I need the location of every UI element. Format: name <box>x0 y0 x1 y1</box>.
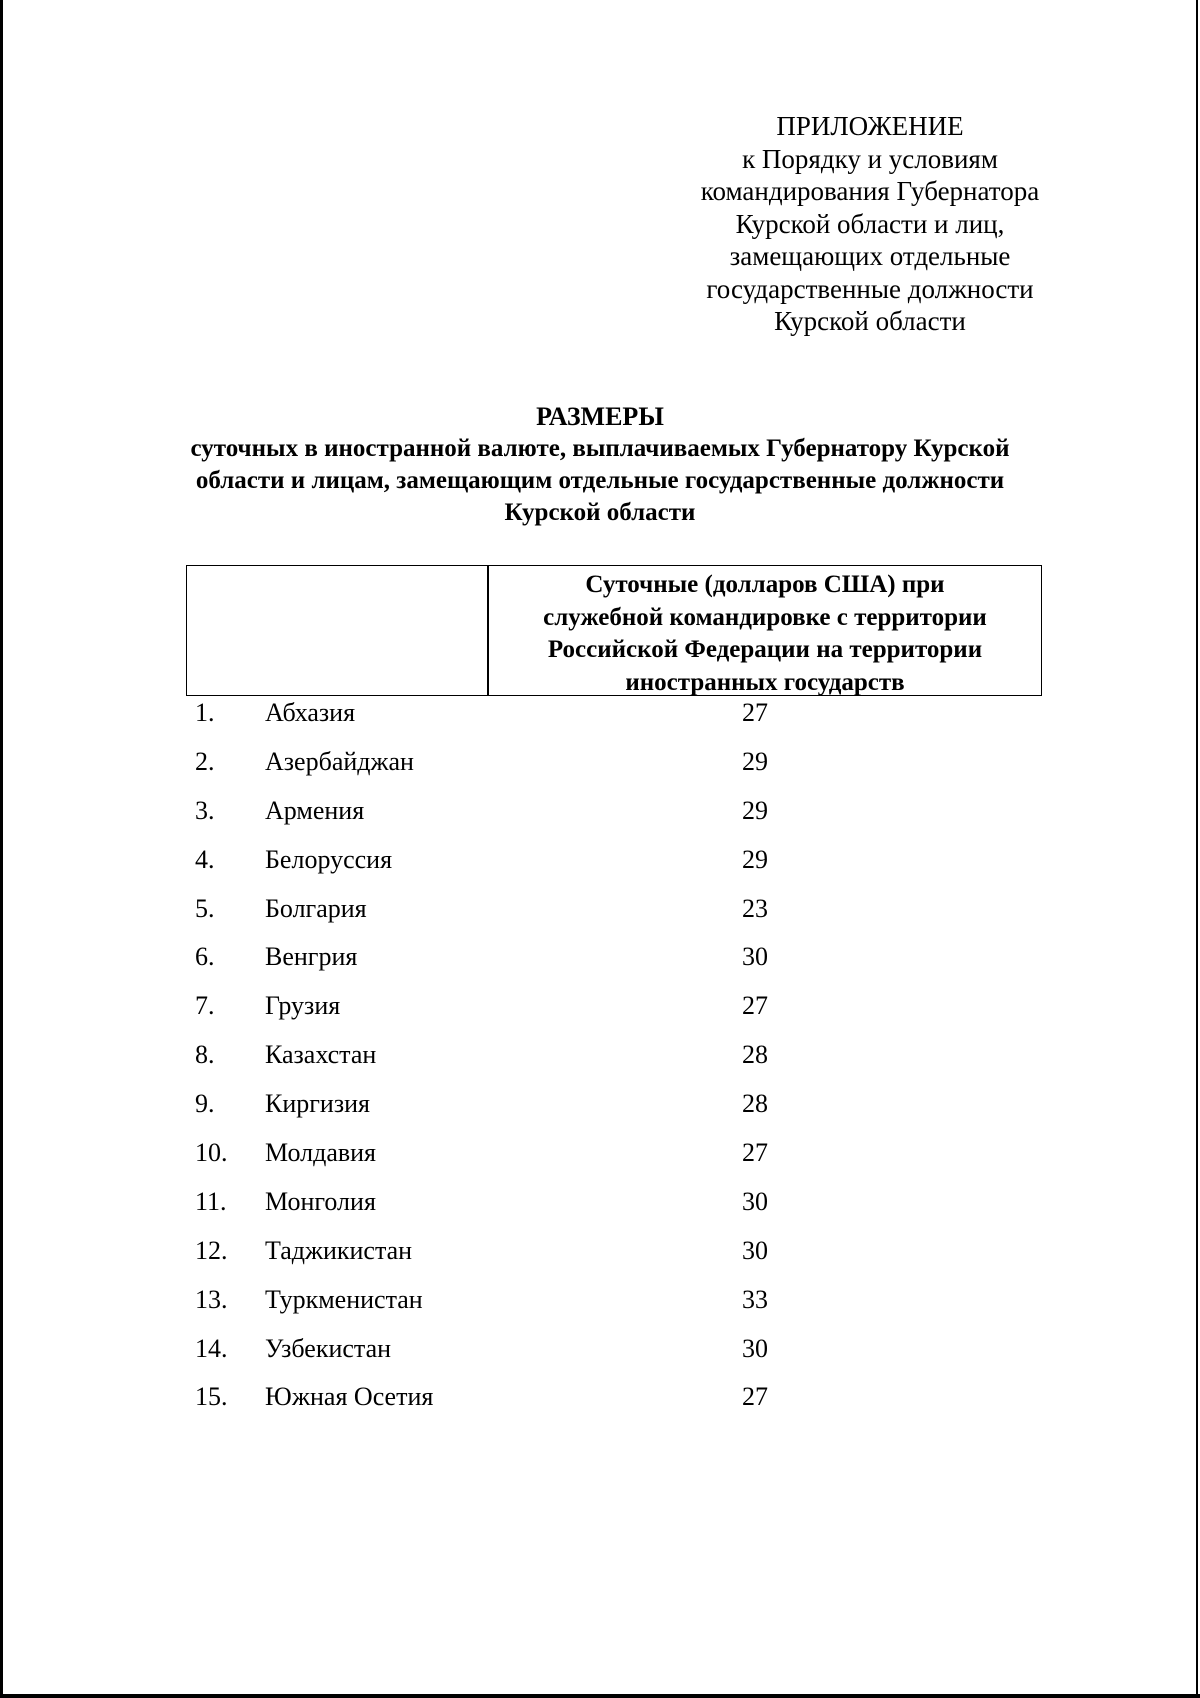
table-row <box>195 942 1035 991</box>
row-value: 30 <box>742 1186 768 1216</box>
row-country: Болгария <box>265 893 367 923</box>
row-number: 9. <box>195 1089 215 1119</box>
table-header-line: Российской Федерации на территории <box>547 636 983 663</box>
row-number: 1. <box>195 698 215 727</box>
row-country: Казахстан <box>265 1040 377 1070</box>
table-row <box>195 894 1035 943</box>
table-row <box>195 1382 1035 1431</box>
row-value: 30 <box>742 1235 768 1265</box>
row-number: 10. <box>195 1138 228 1168</box>
table-header-line: служебной командировке с территории <box>543 603 987 631</box>
row-country: Армения <box>265 795 365 825</box>
row-number: 5. <box>195 893 215 923</box>
appendix-line: государственные должности <box>706 273 1034 304</box>
row-number: 7. <box>195 991 215 1021</box>
title-line: Курской области <box>504 499 696 526</box>
row-country: Туркменистан <box>265 1284 423 1314</box>
page-edge-left <box>0 0 3 1698</box>
row-number: 12. <box>195 1235 228 1265</box>
row-country: Узбекистан <box>265 1333 392 1363</box>
appendix-line: Курской области <box>774 306 966 336</box>
row-country: Монголия <box>265 1186 376 1216</box>
title-heading: РАЗМЕРЫ <box>536 402 664 431</box>
row-value: 29 <box>742 844 768 874</box>
row-value: 27 <box>742 991 768 1021</box>
page-edge-right <box>1196 0 1198 1698</box>
row-country: Грузия <box>265 991 341 1021</box>
row-country: Венгрия <box>265 942 358 972</box>
row-country: Киргизия <box>265 1089 370 1119</box>
row-number: 8. <box>195 1040 215 1070</box>
title-line: суточных в иностранной валюте, выплачиваемых Губернатору Курской <box>190 435 1010 462</box>
row-number: 6. <box>195 942 215 972</box>
row-value: 30 <box>742 942 768 972</box>
table-row <box>195 796 1035 845</box>
row-country: Таджикистан <box>265 1235 413 1265</box>
table-header-line: Суточные (долларов США) при <box>585 571 945 598</box>
row-country: Южная Осетия <box>265 1382 434 1412</box>
row-value: 28 <box>742 1040 768 1070</box>
row-value: 27 <box>742 698 768 727</box>
table-row <box>195 747 1035 796</box>
table-row <box>195 1089 1035 1138</box>
table-row <box>195 991 1035 1040</box>
row-value: 27 <box>742 1382 768 1412</box>
row-number: 3. <box>195 795 215 825</box>
table-row <box>195 1040 1035 1089</box>
row-value: 29 <box>742 746 768 776</box>
appendix-heading: ПРИЛОЖЕНИЕ <box>776 111 964 141</box>
table-body <box>195 698 1035 1431</box>
table-row <box>195 1334 1035 1383</box>
row-value: 28 <box>742 1089 768 1119</box>
table-row <box>195 1285 1035 1334</box>
appendix-line: Курской области и лиц, <box>735 208 1005 239</box>
table-header-per-diem <box>489 569 1041 699</box>
appendix-line: замещающих отдельные <box>729 241 1011 271</box>
table-row <box>195 845 1035 894</box>
row-value: 29 <box>742 795 768 825</box>
appendix-line: к Порядку и условиям <box>742 143 998 174</box>
row-value: 27 <box>742 1138 768 1168</box>
document-title <box>100 401 1100 529</box>
row-country: Белоруссия <box>265 844 393 874</box>
row-number: 11. <box>195 1186 227 1216</box>
row-number: 13. <box>195 1284 228 1314</box>
table-row <box>195 1138 1035 1187</box>
row-value: 30 <box>742 1333 768 1363</box>
table-header <box>186 565 1042 696</box>
row-country: Абхазия <box>265 698 356 727</box>
table-header-line: иностранных государств <box>625 668 905 696</box>
row-value: 23 <box>742 893 768 923</box>
row-number: 14. <box>195 1333 228 1363</box>
row-country: Молдавия <box>265 1138 377 1168</box>
table-row <box>195 1236 1035 1285</box>
page-edge-bottom <box>0 1694 1200 1698</box>
row-number: 4. <box>195 844 215 874</box>
row-country: Азербайджан <box>265 746 414 776</box>
table-row <box>195 1187 1035 1236</box>
row-value: 33 <box>742 1284 768 1314</box>
table-row <box>195 698 1035 747</box>
appendix-block <box>660 110 1080 338</box>
row-number: 2. <box>195 746 215 776</box>
title-line: области и лицам, замещающим отдельные государственные должности <box>195 467 1005 494</box>
row-number: 15. <box>195 1382 228 1412</box>
appendix-line: командирования Губернатора <box>700 176 1040 206</box>
